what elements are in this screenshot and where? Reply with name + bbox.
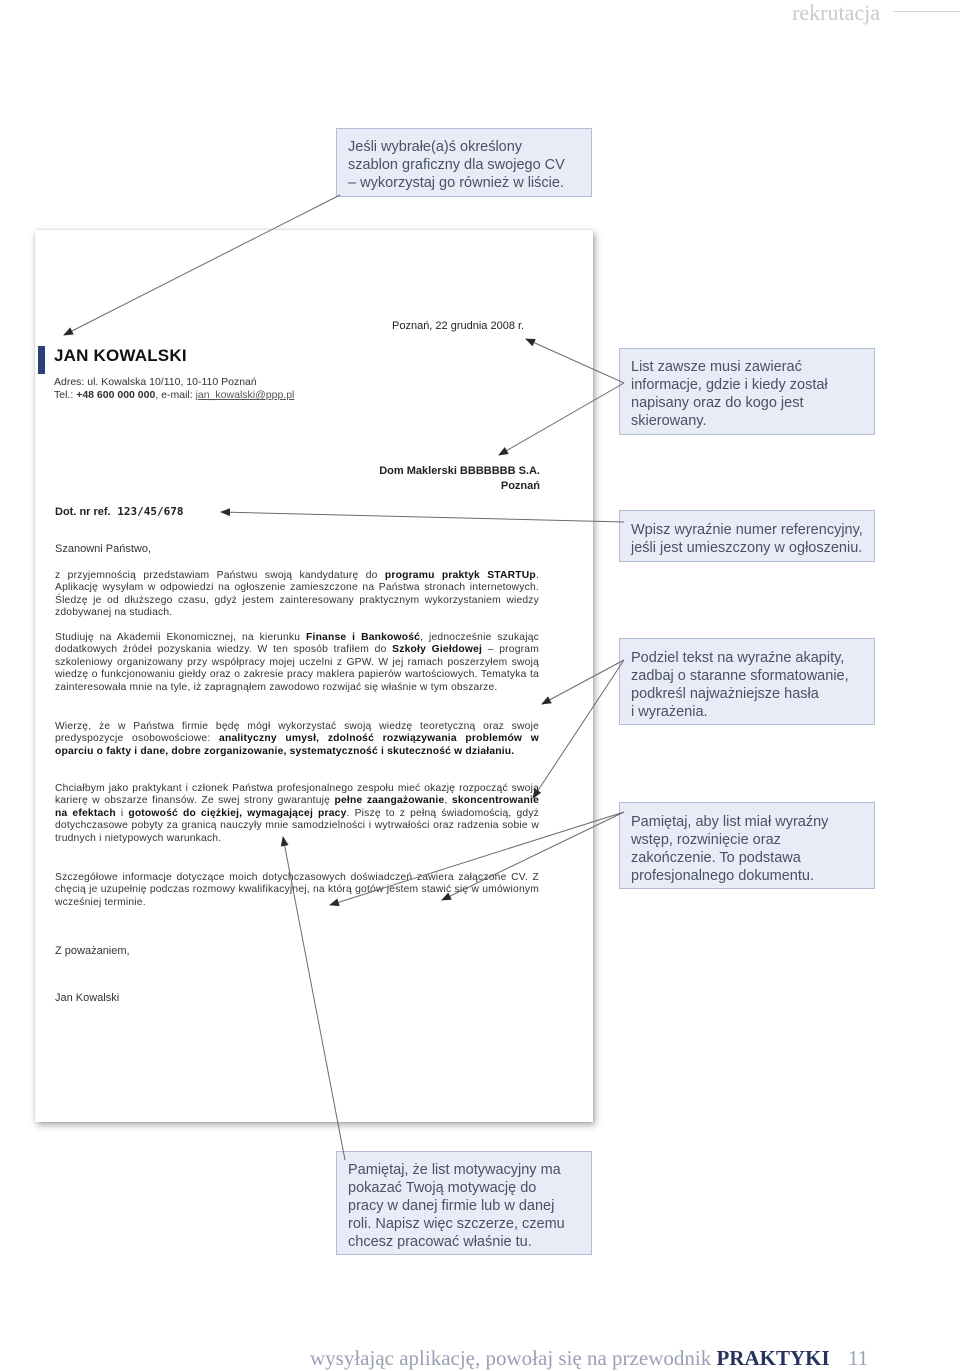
text-bold: Szkoły Giełdowej [392, 644, 483, 656]
note-line: jeśli jest umieszczony w ogłoszeniu. [631, 540, 863, 556]
note-line: skierowany. [631, 413, 707, 429]
text-run: i [115, 807, 129, 819]
closing-salutation: Z poważaniem, [55, 945, 130, 957]
text-run: , jednocześnie szukając dodatkowych źródeł pozyskania wiedzy. W ten sposób trafiłem do [55, 632, 540, 656]
note-line: napisany oraz do kogo jest [631, 395, 804, 411]
recipient-city: Poznań [500, 480, 540, 492]
text-run: z przyjemnością przedstawiam Państwu swoją kandydaturę do [55, 570, 385, 581]
note-line: informacje, gdzie i kiedy został [631, 377, 828, 393]
email-link[interactable]: jan_kowalski@ppp.pl [195, 389, 295, 401]
text-bold: Finanse i Bankowość [306, 632, 421, 643]
arrow-structure-2 [330, 812, 624, 905]
footer-brand: PRAKTYKI [716, 1346, 830, 1370]
footer-text [310, 1346, 878, 1371]
note-line: chcesz pracować właśnie tu. [348, 1234, 532, 1250]
arrow-paragraph-1 [542, 660, 624, 704]
text-run: . Aplikację wysyłam w odpowiedzi na ogłoszenie zamieszczone na Państwa stronach internetowych. Śledzę je od dłuższego czasu, gdyż jestem zainteresowany praktycznym wykorzystaniem wiedzy zdobywanej na studiach. [55, 570, 539, 619]
arrow-reference [221, 512, 624, 522]
note-line: Pamiętaj, że list motywacyjny ma [348, 1162, 561, 1178]
arrow-structure-1 [442, 812, 624, 900]
note-line: Jeśli wybrałe(a)ś określony [348, 139, 523, 155]
note-line: Wpisz wyraźnie numer referencyjny, [631, 522, 863, 538]
arrow-date [526, 339, 624, 383]
arrow-motivation [283, 837, 345, 1160]
note-line: – wykorzystaj go również w liście. [348, 175, 564, 191]
note-line: Podziel tekst na wyraźne akapity, [631, 650, 845, 666]
letter-date: Poznań, 22 grudnia 2008 r. [392, 320, 525, 332]
reference-label: Dot. nr ref. [55, 506, 111, 518]
recipient-name: Dom Maklerski BBBBBBB S.A. [379, 465, 540, 477]
reference-number: 123/45/678 [117, 505, 184, 518]
text-run: Studiuję na Akademii Ekonomicznej, na kierunku [55, 632, 307, 643]
note-line: szablon graficzny dla swojego CV [348, 157, 565, 173]
arrow-template [64, 195, 340, 335]
text-run: – program szkoleniowy organizowany przy współpracy mojej uczelni z GPW. W jej ramach poszerzyłem swoją wiedzę o funkcjonowaniu giełdy oraz o zakresie pracy maklera papierów wartościowych. Tematyka ta zainteresowała mnie na tyle, iż zapragnąłem zawodowo rozwijać się właśnie w tym obszarze. [55, 644, 539, 693]
note-line: roli. Napisz więc szczerze, czemu [348, 1216, 565, 1232]
note-line: i wyrażenia. [631, 704, 708, 720]
arrow-recipient [499, 383, 624, 455]
page-number: 11 [848, 1346, 869, 1370]
arrow-paragraph-2 [533, 660, 624, 798]
section-title: rekrutacja [792, 0, 880, 25]
text-bold: analityczny umysł, zdolność rozwiązywania problemów w oparciu o fakty i dane, dobre zorganizowanie, systematyczność i skuteczność w działaniu. [55, 733, 539, 757]
note-line: wstęp, rozwinięcie oraz [631, 832, 781, 848]
text-bold: pełne zaangażowanie [334, 795, 445, 807]
note-line: profesjonalnego dokumentu. [631, 868, 814, 884]
text-run: Chciałbym jako praktykant i członek Państwa profesjonalnego zespołu mieć okazję rozpocząć swoją karierę w obszarze finansów. Ze swej strony gwarantuję [55, 783, 539, 807]
phone-label: Tel.: [54, 389, 77, 401]
sender-name: JAN KOWALSKI [54, 346, 187, 365]
greeting: Szanowni Państwo, [55, 543, 151, 555]
note-line: zadbaj o staranne sformatowanie, [631, 668, 849, 684]
text-run: . Piszę to z pełną świadomością, gdyż dotychczasowe pobyty za granicą nauczyły mnie samodzielności i wytrwałości oraz radzenia sobie w trudnych i nietypowych warunkach. [55, 807, 540, 844]
note-line: podkreśl najważniejsze hasła [631, 686, 819, 702]
text-bold: programu praktyk STARTUp [384, 570, 536, 581]
text-bold: gotowość do ciężkiej, wymagającej pracy [128, 807, 347, 819]
footer-label: wysyłając aplikację, powołaj się na przewodnik [310, 1346, 717, 1370]
text-run: , [444, 795, 452, 807]
sender-address: Adres: ul. Kowalska 10/110, 10-110 Poznań [54, 376, 257, 388]
text-bold: skoncentrowanie na efektach [55, 795, 540, 819]
signature: Jan Kowalski [55, 992, 120, 1004]
email-label: , e-mail: [155, 389, 196, 401]
text-run: Wierzę, że w Państwa firmie będę mógł wykorzystać swoją wiedzę teoretyczną oraz swoje predyspozycje osobowościowe: [55, 721, 539, 745]
note-line: pracy w danej firmie lub w danej [348, 1198, 555, 1214]
note-line: List zawsze musi zawierać [631, 359, 802, 375]
paragraph-closing: Szczegółowe informacje dotyczące moich dotychczasowych doświadczeń zawiera załączone CV. Z chęcią je uzupełnię podczas rozmowy kwalifikacyjnej, na którą gotów jestem stawić się w umówionym wcześniej terminie. [55, 872, 539, 908]
note-line: zakończenie. To podstawa [631, 850, 801, 866]
phone-number: +48 600 000 000 [76, 389, 156, 401]
note-line: Pamiętaj, aby list miał wyraźny [631, 814, 829, 830]
note-line: pokazać Twoją motywację do [348, 1180, 537, 1196]
